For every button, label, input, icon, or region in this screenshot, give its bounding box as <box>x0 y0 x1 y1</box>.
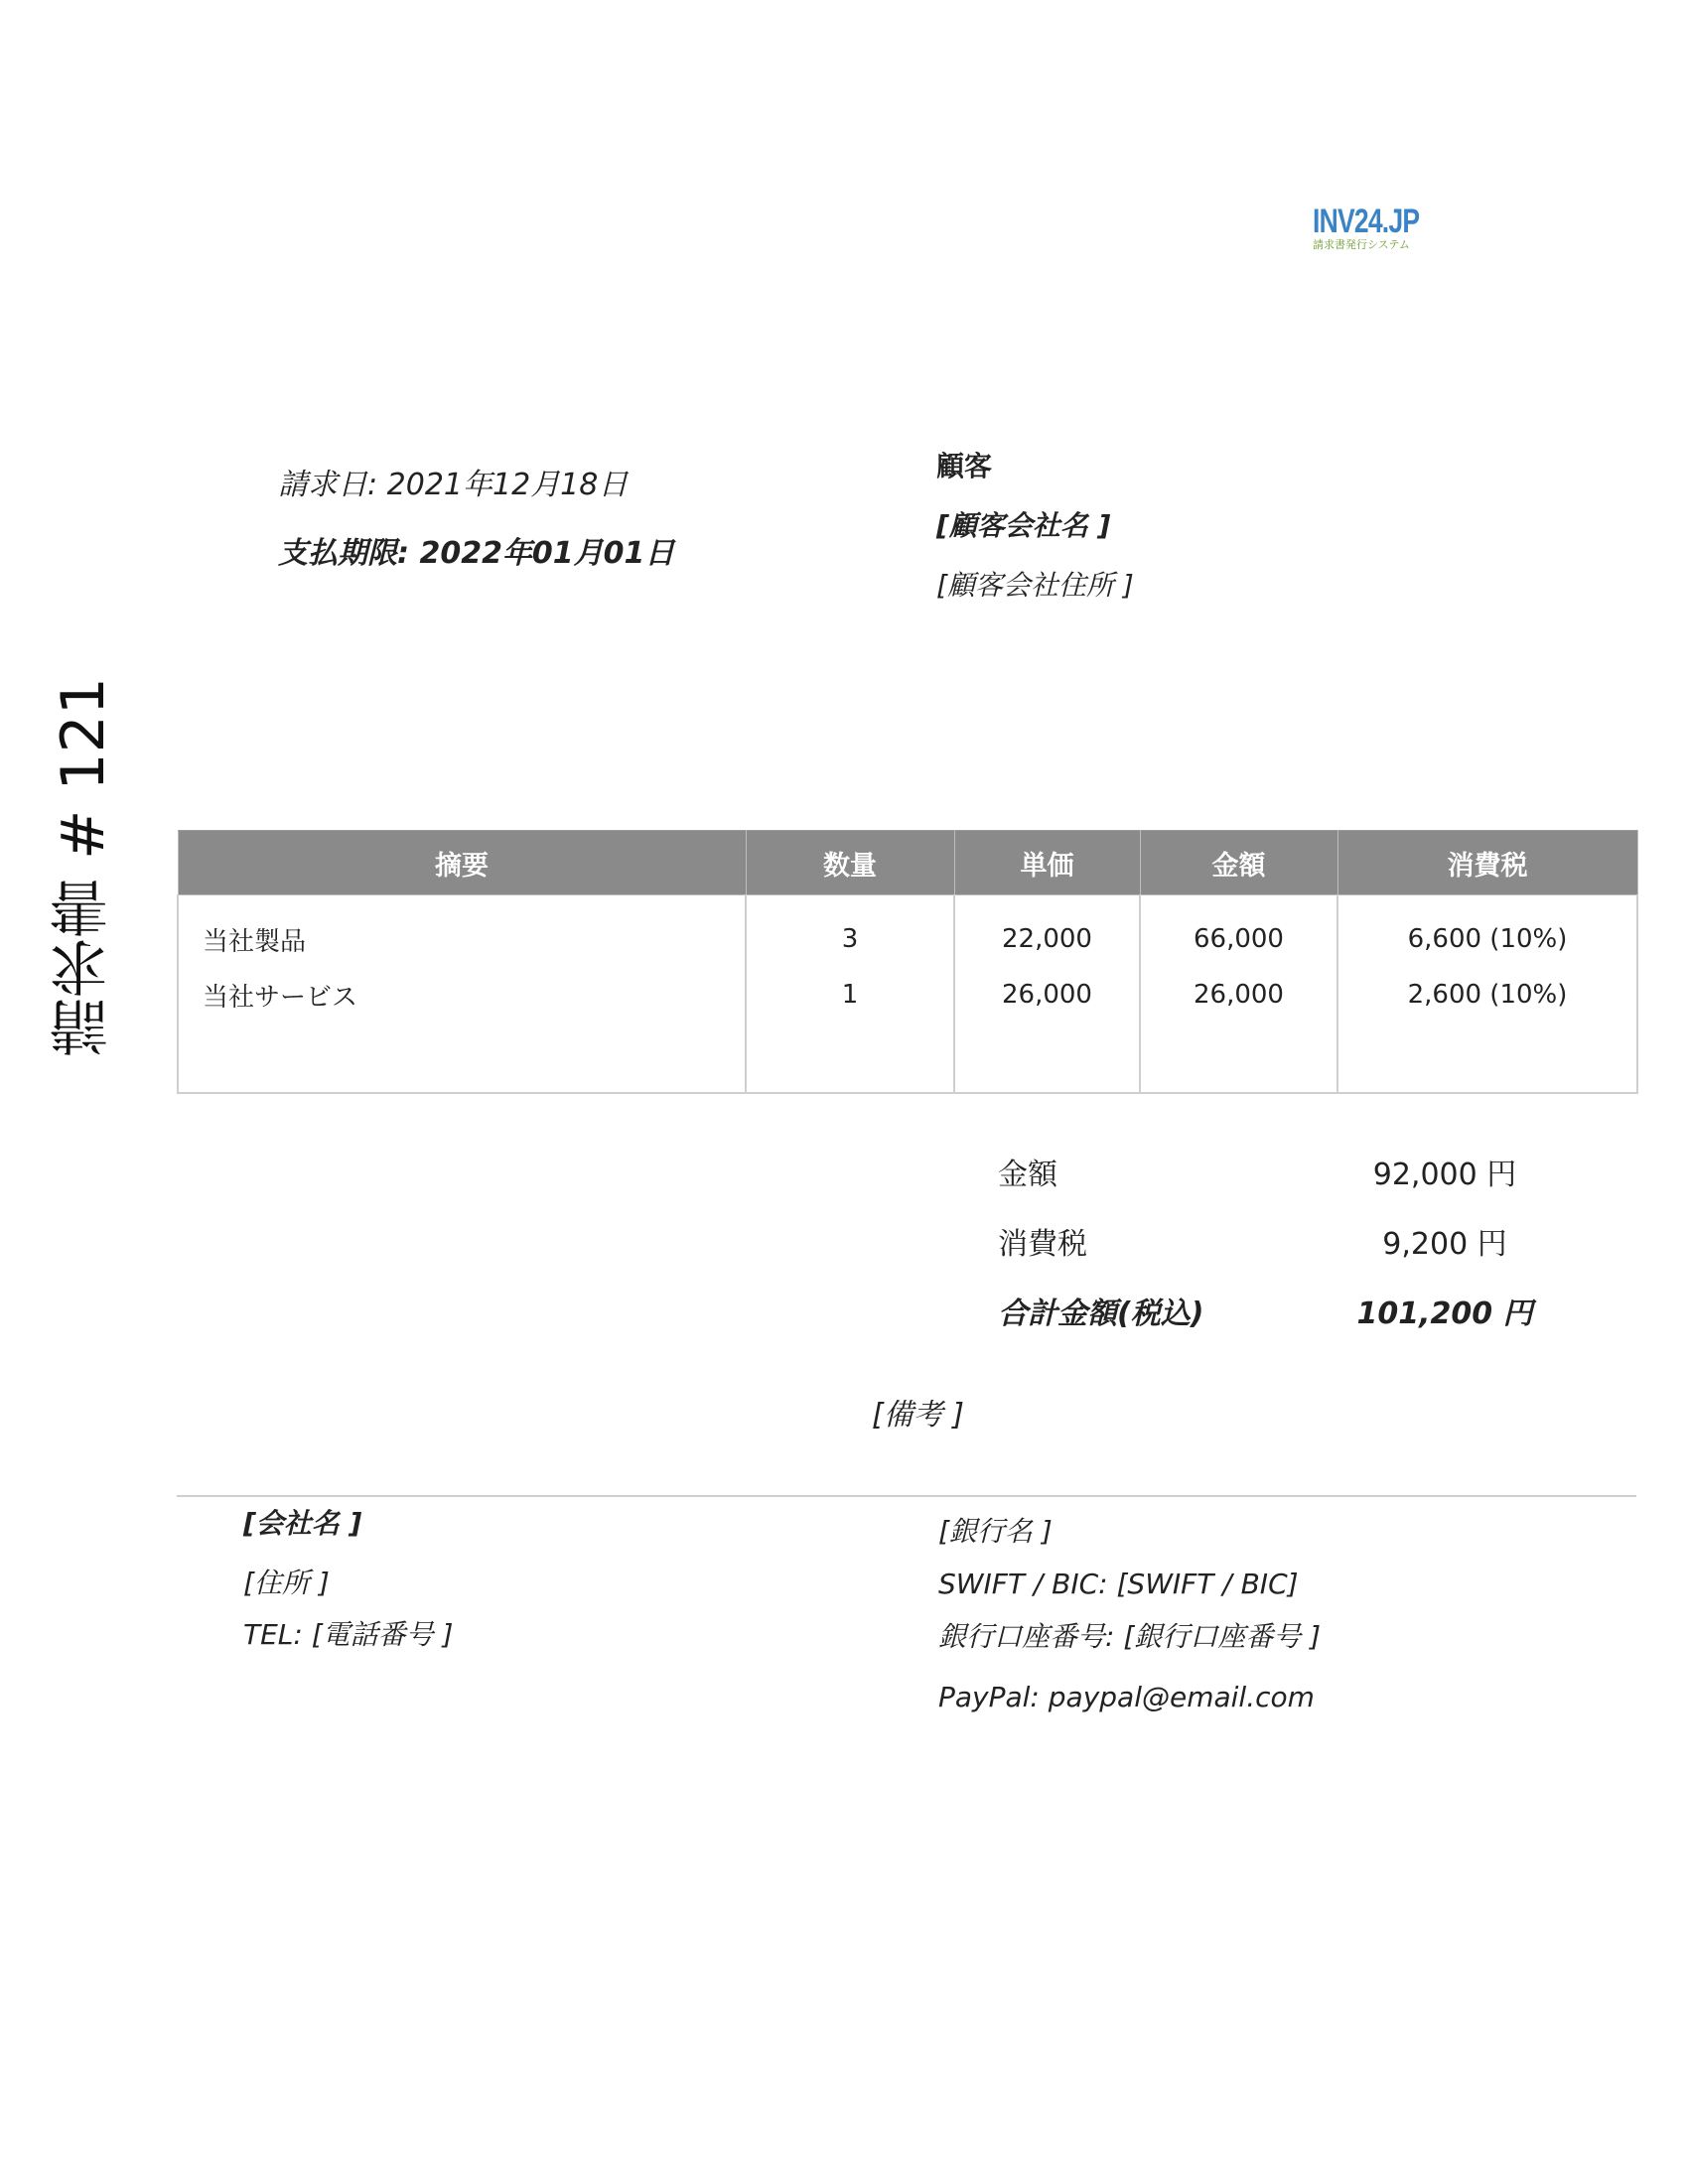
table-row <box>178 895 1637 968</box>
invoice-date: 請求日: 2021年12月18日 <box>278 468 629 502</box>
cell-amount: 26,000 <box>1140 967 1337 1023</box>
cell-unit-price: 22,000 <box>954 895 1140 968</box>
bank-name: [銀行名 ] <box>938 1515 1053 1548</box>
customer-heading: 顧客 <box>936 450 993 482</box>
grand-total-label: 合計金額(税込) <box>998 1297 1204 1331</box>
cell-tax: 6,600 (10%) <box>1337 895 1637 968</box>
table-row <box>178 967 1637 1023</box>
header-tax: 消費税 <box>1337 831 1637 895</box>
subtotal-value: 92,000 円 <box>1372 1158 1517 1192</box>
footer-divider <box>177 1495 1636 1497</box>
cell-description: 当社製品 <box>178 895 746 968</box>
bank-account: 銀行口座番号: [銀行口座番号 ] <box>938 1620 1322 1653</box>
logo-tagline: 請求書発行システム <box>1313 238 1410 251</box>
company-address: [住所 ] <box>243 1567 330 1599</box>
tax-row <box>998 1219 1594 1289</box>
grand-total-row <box>998 1289 1594 1358</box>
tax-label: 消費税 <box>998 1227 1087 1262</box>
cell-description: 当社サービス <box>178 967 746 1023</box>
filler-cell <box>1337 1023 1637 1093</box>
customer-block <box>936 447 1433 606</box>
cell-quantity: 1 <box>746 967 954 1023</box>
invoice-title-text: 請求書 # 121 <box>49 677 118 1057</box>
company-logo <box>1313 204 1432 251</box>
items-table <box>177 830 1638 1094</box>
header-quantity: 数量 <box>746 831 954 895</box>
cell-amount: 66,000 <box>1140 895 1337 968</box>
due-date: 支払期限: 2022年01月01日 <box>278 536 675 571</box>
bank-swift: SWIFT / BIC: [SWIFT / BIC] <box>938 1568 1299 1600</box>
invoice-title <box>44 630 123 1057</box>
table-filler-row <box>178 1023 1637 1093</box>
company-phone: TEL: [電話番号 ] <box>243 1618 454 1651</box>
grand-total-value: 101,200 円 <box>1356 1297 1533 1331</box>
filler-cell <box>1140 1023 1337 1093</box>
subtotal-row <box>998 1150 1594 1219</box>
filler-cell <box>746 1023 954 1093</box>
customer-company-name: [顧客会社名 ] <box>936 509 1111 542</box>
cell-tax: 2,600 (10%) <box>1337 967 1637 1023</box>
header-amount: 金額 <box>1140 831 1337 895</box>
header-unit-price: 単価 <box>954 831 1140 895</box>
cell-unit-price: 26,000 <box>954 967 1140 1023</box>
bank-block <box>938 1512 1614 1730</box>
logo-wordmark: INV24.JP <box>1313 203 1420 240</box>
notes: [備考 ] <box>872 1398 964 1433</box>
company-name: [会社名 ] <box>243 1507 362 1540</box>
cell-quantity: 3 <box>746 895 954 968</box>
table-header-row <box>178 831 1637 895</box>
paypal-address: PayPal: paypal@email.com <box>938 1681 1315 1713</box>
tax-value: 9,200 円 <box>1382 1227 1507 1262</box>
filler-cell <box>954 1023 1140 1093</box>
customer-company-address: [顧客会社住所 ] <box>936 569 1134 602</box>
subtotal-label: 金額 <box>998 1158 1057 1192</box>
filler-cell <box>178 1023 746 1093</box>
company-block <box>243 1504 839 1667</box>
totals-block <box>998 1150 1594 1358</box>
header-description: 摘要 <box>178 831 746 895</box>
